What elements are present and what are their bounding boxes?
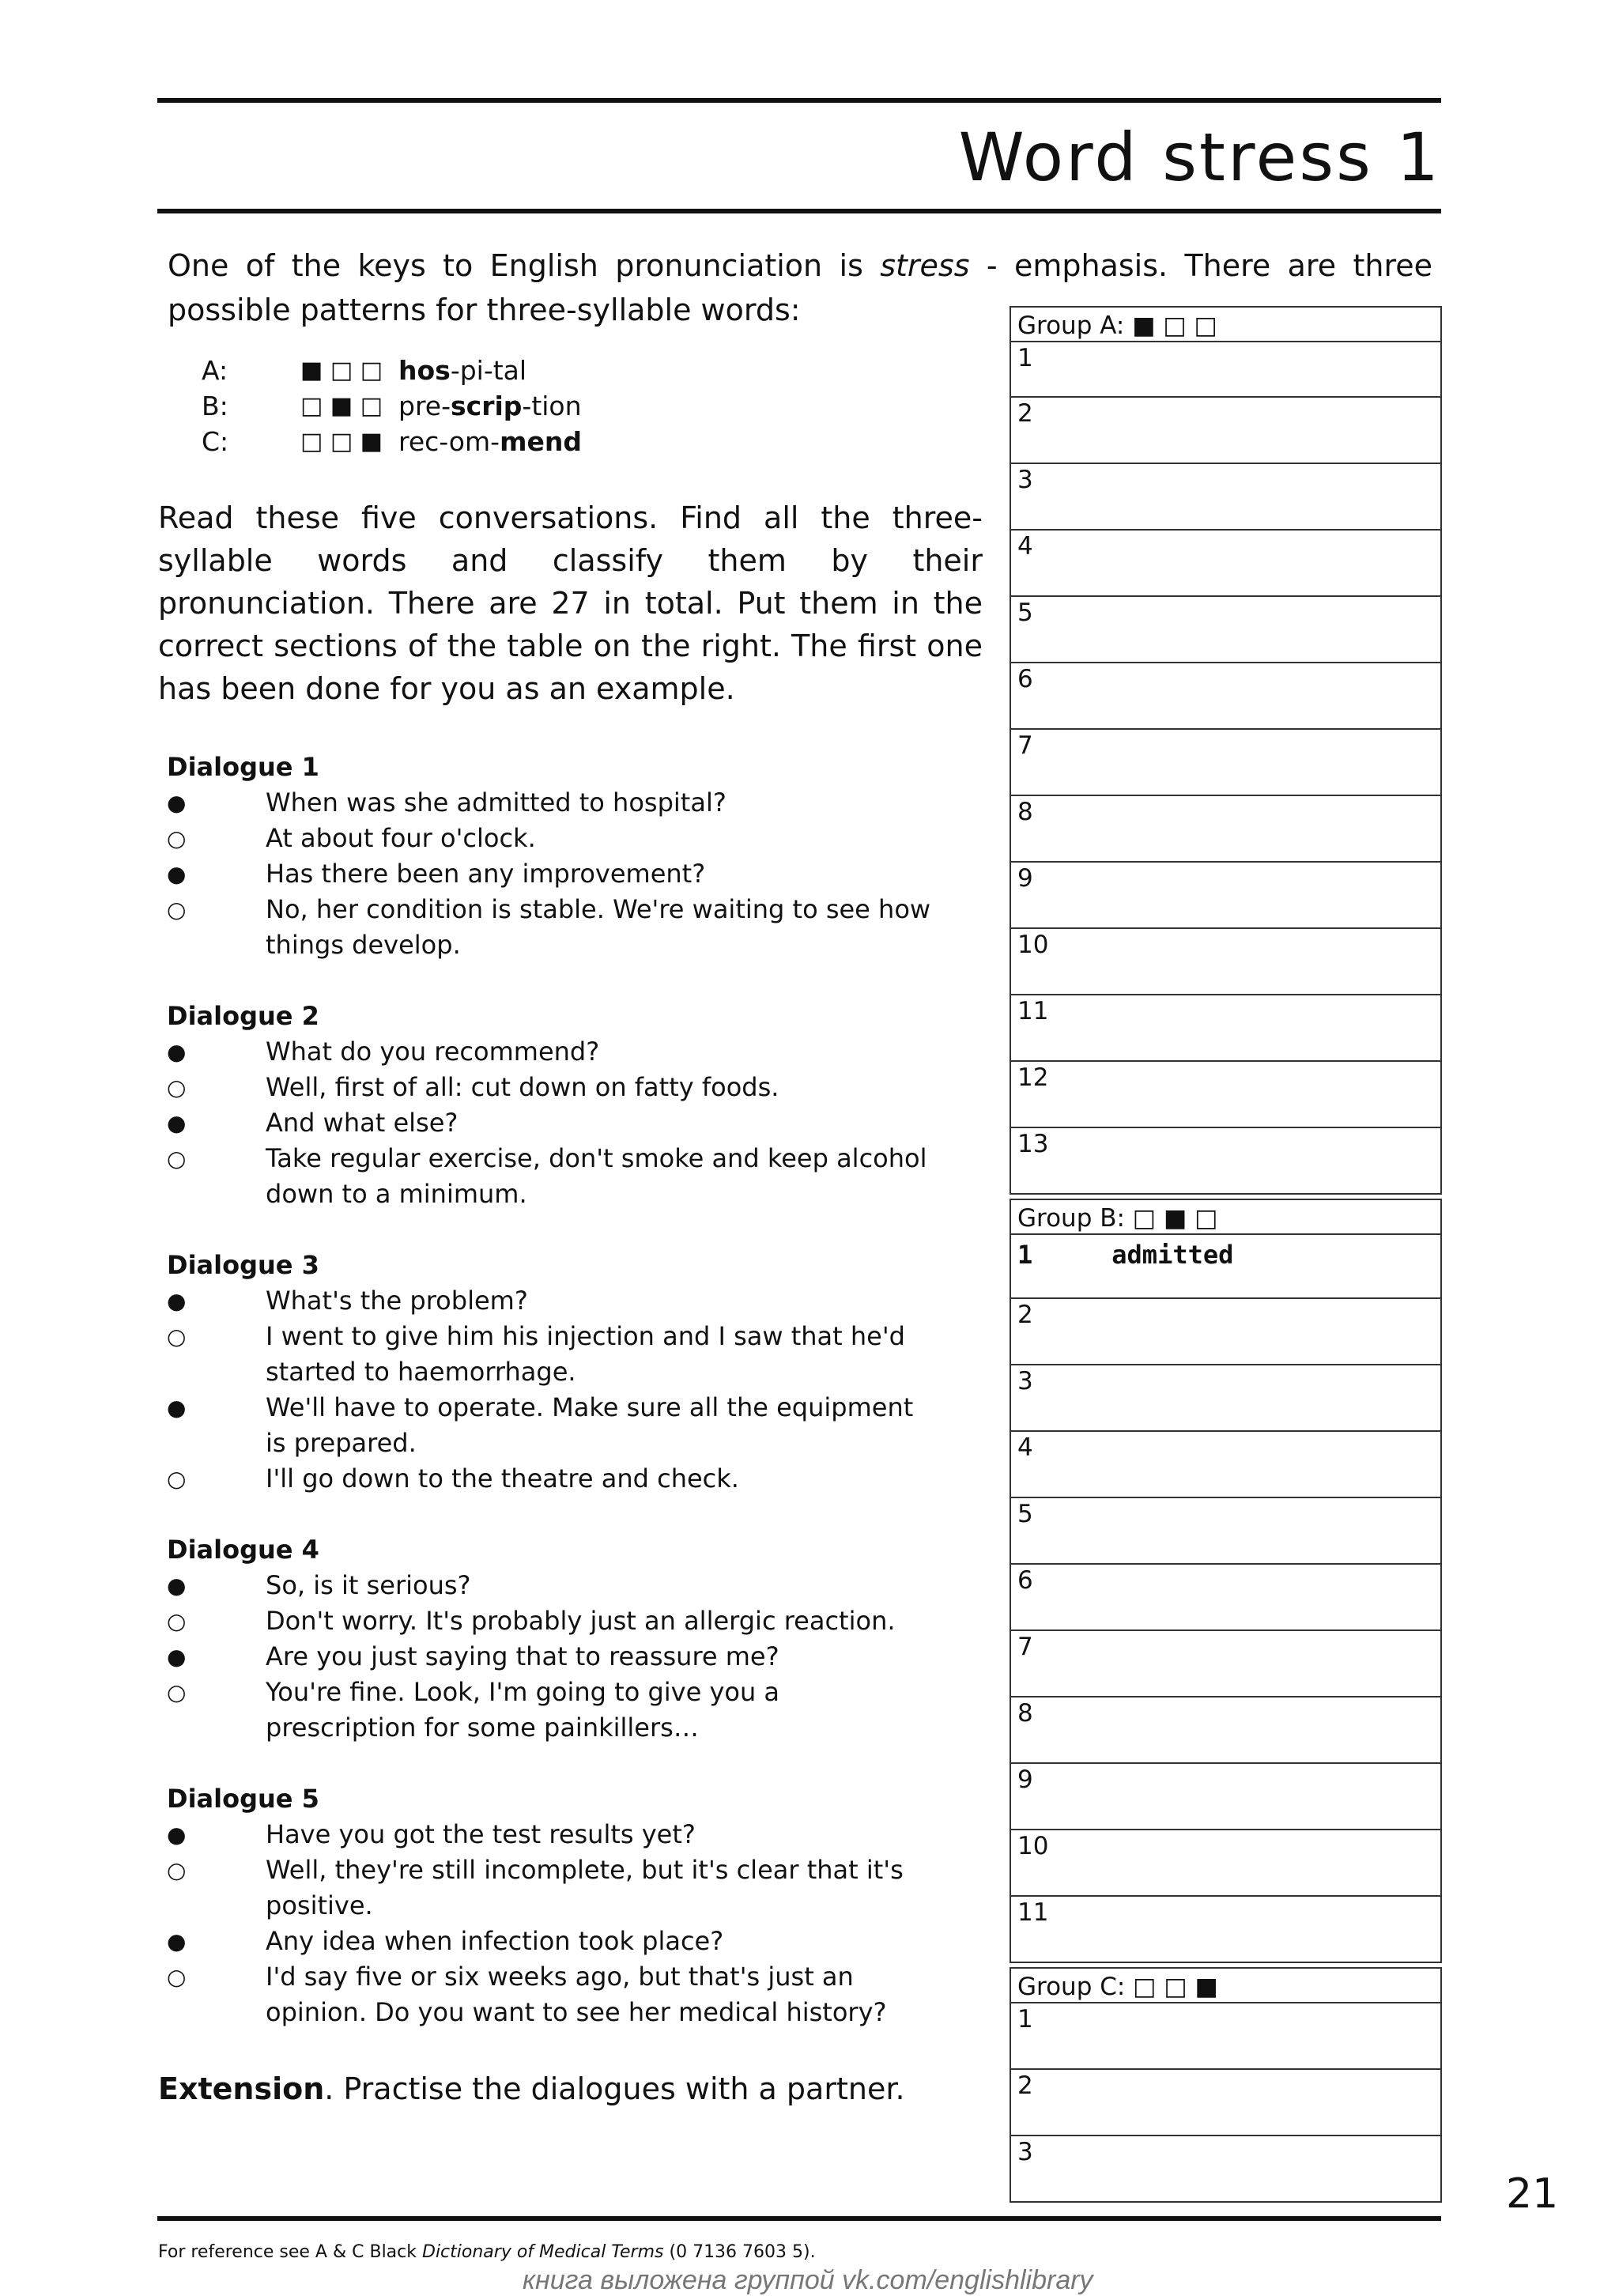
speaker-bullet-icon: ○ [167, 825, 187, 852]
pattern-label: C: [202, 426, 229, 457]
pattern-word-stressed: scrip [451, 391, 523, 421]
pattern-word-post: -pi-tal [450, 355, 527, 386]
answer-number: 10 [1017, 1832, 1049, 1860]
answer-cell-example [1010, 1235, 1442, 1299]
dialogue-text: I'll go down to the theatre and check. [266, 1463, 739, 1494]
dialogue-block [167, 1532, 957, 1746]
answer-cell [1010, 2136, 1442, 2203]
answer-cell [1010, 1830, 1442, 1897]
answer-cell [1010, 663, 1442, 730]
dialogue-block [167, 1248, 957, 1497]
speaker-bullet-icon: ● [167, 1822, 187, 1848]
answer-cell [1010, 1498, 1442, 1565]
dialogue-text: What's the problem? [266, 1286, 528, 1316]
speaker-bullet-icon: ● [167, 861, 187, 887]
answer-number: 7 [1017, 1633, 1033, 1661]
pattern-row [202, 353, 582, 388]
dialogue-line [167, 1105, 957, 1141]
speaker-bullet-icon: ○ [167, 897, 187, 923]
answer-number: 8 [1017, 1699, 1033, 1728]
dialogue-text: No, her condition is stable. We're waiting to see how things develop. [266, 894, 931, 960]
speaker-bullet-icon: ○ [167, 1146, 187, 1172]
intro-text-start: One of the keys to English pronunciation is [168, 248, 881, 283]
answer-number: 4 [1017, 532, 1033, 561]
pattern-word-post: -tion [522, 391, 582, 421]
answer-cell [1010, 995, 1442, 1062]
speaker-bullet-icon: ○ [167, 1857, 187, 1883]
intro-emphasis: stress [880, 248, 970, 283]
answer-cell [1010, 1631, 1442, 1697]
dialogue-line [167, 1603, 957, 1639]
answer-cell [1010, 1299, 1442, 1365]
answer-cell [1010, 597, 1442, 663]
dialogue-text: When was she admitted to hospital? [266, 787, 726, 818]
answer-cell [1010, 531, 1442, 597]
pattern-word [398, 353, 526, 388]
answer-number: 11 [1017, 997, 1049, 1025]
pattern-row [202, 388, 582, 424]
answer-number: 3 [1017, 1367, 1033, 1395]
answer-number: 1 [1017, 2005, 1033, 2034]
pattern-word [398, 388, 582, 424]
dialogue-text: And what else? [266, 1108, 459, 1138]
bottom-rule [157, 2216, 1441, 2221]
pattern-squares: □ □ ■ [300, 428, 383, 455]
answer-number: 3 [1017, 2138, 1033, 2166]
dialogue-text: At about four o'clock. [266, 823, 536, 853]
speaker-bullet-icon: ● [167, 790, 187, 816]
dialogue-block [167, 750, 957, 963]
footer-text-start: For reference see A & C Black [158, 2242, 422, 2262]
dialogue-title: Dialogue 2 [167, 1001, 319, 1031]
dialogue-line [167, 785, 957, 821]
answer-cell [1010, 1697, 1442, 1764]
answer-cell [1010, 1128, 1442, 1195]
dialogue-text: Take regular exercise, don't smoke and keep alcohol down to a minimum. [266, 1143, 927, 1209]
extension-label: Extension [158, 2071, 325, 2106]
answer-cell [1010, 2070, 1442, 2136]
dialogues-section [167, 750, 957, 2066]
footer-text-end: (0 7136 7603 5). [663, 2242, 816, 2262]
answer-cell [1010, 863, 1442, 929]
answer-cell [1010, 1565, 1442, 1631]
speaker-bullet-icon: ○ [167, 1964, 187, 1990]
answer-number: 12 [1017, 1063, 1049, 1092]
dialogue-line [167, 1141, 957, 1212]
instructions-paragraph: Read these five conversations. Find all the three-syllable words and classify them by their pronunciation. There are 27 in total. Put them in the correct sections of the table on the right. The first one has been done for you as an example. [158, 500, 983, 706]
title-rule [157, 209, 1441, 213]
dialogue-text: Have you got the test results yet? [266, 1819, 696, 1849]
speaker-bullet-icon: ● [167, 1039, 187, 1065]
answer-number: 4 [1017, 1433, 1033, 1462]
answer-cell [1010, 1897, 1442, 1963]
group-header: Group A: ■ □ □ [1010, 306, 1442, 342]
extension-note [158, 2071, 905, 2106]
dialogue-text: Has there been any improvement? [266, 859, 706, 889]
page-number: 21 [1506, 2170, 1559, 2218]
pattern-word [398, 424, 582, 459]
dialogue-line [167, 1568, 957, 1603]
top-rule [157, 98, 1441, 103]
speaker-bullet-icon: ○ [167, 1324, 187, 1350]
dialogue-line [167, 1959, 957, 2030]
dialogue-line [167, 892, 957, 963]
speaker-bullet-icon: ○ [167, 1466, 187, 1492]
answer-number: 13 [1017, 1130, 1049, 1158]
answer-number: 2 [1017, 2071, 1033, 2100]
answer-cell [1010, 464, 1442, 531]
dialogue-line [167, 1461, 957, 1497]
pattern-word-stressed: mend [500, 426, 582, 457]
answer-number: 6 [1017, 665, 1033, 693]
answer-number: 5 [1017, 1500, 1033, 1528]
pattern-row [202, 424, 582, 459]
answer-number: 6 [1017, 1566, 1033, 1595]
dialogue-text: What do you recommend? [266, 1037, 600, 1067]
answer-number: 10 [1017, 931, 1049, 959]
pattern-squares: □ ■ □ [300, 392, 383, 420]
answer-number: 9 [1017, 864, 1033, 893]
answer-number: 1 [1017, 1240, 1033, 1270]
answer-cell [1010, 1432, 1442, 1498]
speaker-bullet-icon: ○ [167, 1074, 187, 1101]
dialogue-line [167, 856, 957, 892]
pattern-word-pre: rec-om- [398, 426, 500, 457]
intro-text-end: - emphasis. There are three possible patterns for three-syllable words: [168, 248, 1432, 327]
dialogue-line [167, 1283, 957, 1319]
answer-number: 9 [1017, 1765, 1033, 1794]
answer-cell [1010, 1365, 1442, 1432]
dialogue-line [167, 1390, 957, 1461]
dialogue-title: Dialogue 4 [167, 1535, 319, 1565]
speaker-bullet-icon: ● [167, 1288, 187, 1314]
speaker-bullet-icon: ● [167, 1395, 187, 1421]
answer-number: 5 [1017, 599, 1033, 627]
dialogue-text: Well, first of all: cut down on fatty foods. [266, 1072, 779, 1102]
answer-number: 8 [1017, 798, 1033, 826]
answer-number: 2 [1017, 399, 1033, 428]
answer-number: 1 [1017, 344, 1033, 372]
footer-reference [158, 2242, 816, 2262]
footer-book-title: Dictionary of Medical Terms [422, 2242, 664, 2262]
dialogue-title: Dialogue 5 [167, 1784, 319, 1814]
answer-cell [1010, 1764, 1442, 1830]
dialogue-block [167, 1781, 957, 2030]
answer-cell [1010, 398, 1442, 464]
speaker-bullet-icon: ● [167, 1110, 187, 1136]
answer-number: 3 [1017, 466, 1033, 494]
speaker-bullet-icon: ○ [167, 1679, 187, 1705]
dialogue-line [167, 1034, 957, 1070]
stress-patterns [202, 353, 582, 459]
answer-number: 11 [1017, 1898, 1049, 1927]
dialogue-block [167, 999, 957, 1212]
dialogue-title: Dialogue 3 [167, 1250, 319, 1280]
pattern-squares: ■ □ □ [300, 357, 383, 384]
group-header: Group C: □ □ ■ [1010, 1967, 1442, 2003]
answer-cell [1010, 796, 1442, 863]
speaker-bullet-icon: ● [167, 1644, 187, 1670]
dialogue-line [167, 1924, 957, 1959]
dialogue-text: Are you just saying that to reassure me? [266, 1641, 779, 1671]
extension-text: . Practise the dialogues with a partner. [324, 2071, 905, 2106]
pattern-word-pre: pre- [398, 391, 451, 421]
dialogue-line [167, 1675, 957, 1746]
pattern-label: A: [202, 355, 228, 386]
speaker-bullet-icon: ● [167, 1928, 187, 1954]
answer-number: 2 [1017, 1301, 1033, 1329]
speaker-bullet-icon: ● [167, 1573, 187, 1599]
dialogue-text: You're fine. Look, I'm going to give you a prescription for some painkillers… [266, 1677, 780, 1743]
answer-table [1010, 306, 1442, 2203]
answer-cell [1010, 730, 1442, 796]
pattern-label: B: [202, 391, 228, 421]
answer-cell [1010, 929, 1442, 995]
answer-cell [1010, 1062, 1442, 1128]
answer-cell [1010, 342, 1442, 398]
dialogue-text: Don't worry. It's probably just an allergic reaction. [266, 1606, 896, 1636]
answer-number: 7 [1017, 731, 1033, 760]
dialogue-text: Any idea when infection took place? [266, 1926, 724, 1956]
dialogue-text: I'd say five or six weeks ago, but that's just an opinion. Do you want to see her medical history? [266, 1962, 887, 2027]
dialogue-line [167, 1852, 957, 1924]
dialogue-title: Dialogue 1 [167, 752, 319, 782]
pattern-word-stressed: hos [398, 355, 451, 386]
dialogue-text: Well, they're still incomplete, but it's clear that it's positive. [266, 1855, 904, 1920]
dialogue-text: So, is it serious? [266, 1570, 471, 1600]
dialogue-line [167, 1817, 957, 1852]
answer-cell [1010, 2003, 1442, 2070]
page-title: Word stress 1 [958, 119, 1441, 196]
answer-word: admitted [1111, 1240, 1234, 1270]
dialogue-text: I went to give him his injection and I saw that he'd started to haemorrhage. [266, 1321, 905, 1387]
dialogue-line [167, 1070, 957, 1105]
speaker-bullet-icon: ○ [167, 1608, 187, 1634]
watermark-text: книга выложена группой vk.com/englishlibrary [523, 2265, 1093, 2295]
group-header: Group B: □ ■ □ [1010, 1199, 1442, 1235]
dialogue-line [167, 1319, 957, 1390]
dialogue-text: We'll have to operate. Make sure all the equipment is prepared. [266, 1392, 914, 1458]
dialogue-line [167, 821, 957, 856]
dialogue-line [167, 1639, 957, 1675]
